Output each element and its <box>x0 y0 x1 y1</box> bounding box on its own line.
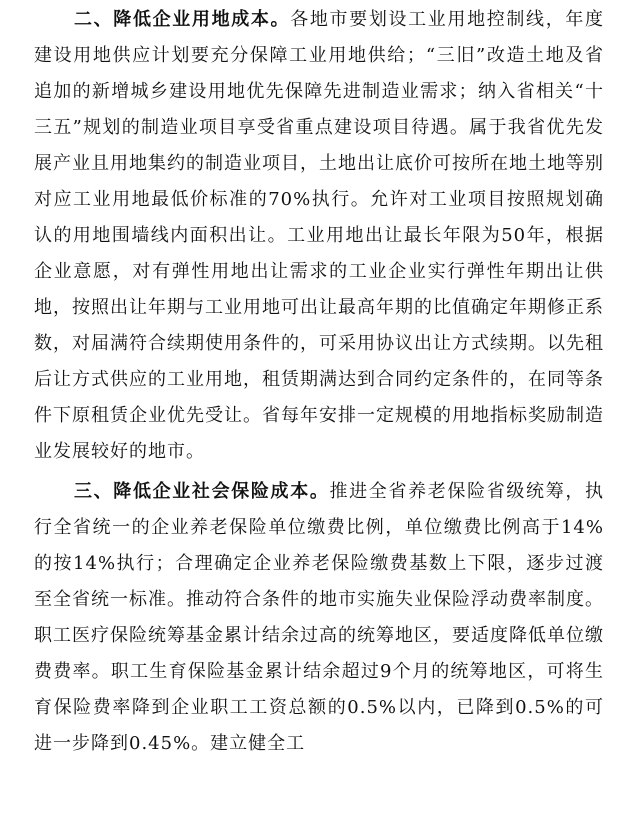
section-heading-land-cost: 二、降低企业用地成本。 <box>74 9 291 30</box>
section-body-land-cost: 各地市要划设工业用地控制线，年度建设用地供应计划要充分保障工业用地供给；“三旧”改造土地及省追加的新增城乡建设用地优先保障先进制造业需求；纳入省相关“十三五”规划的制造业项目享受省重点建设项目待遇。属于我省优先发展产业且用地集约的制造业项目，土地出让底价可按所在地土地等别对应工业用地最低价标准的70%执行。允许对工业项目按照规划确认的用地围墙线内面积出让。工业用地出让最长年限为50年，根据企业意愿，对有弹性用地出让需求的工业企业实行弹性年期出让供地，按照出让年期与工业用地可出让最高年期的比值确定年期修正系数，对届满符合续期使用条件的，可采用协议出让方式续期。以先租后让方式供应的工业用地，租赁期满达到合同约定条件的，在同等条件下原租赁企业优先受让。省每年安排一定规模的用地指标奖励制造业发展较好的地市。 <box>34 9 604 462</box>
paragraph-land-cost <box>34 2 604 470</box>
section-heading-social-insurance-cost: 三、降低企业社会保险成本。 <box>74 481 330 502</box>
section-body-social-insurance-cost: 推进全省养老保险省级统筹，执行全省统一的企业养老保险单位缴费比例，单位缴费比例高于14%的按14%执行；合理确定企业养老保险缴费基数上下限，逐步过渡至全省统一标准。推动符合条件的地市实施失业保险浮动费率制度。职工医疗保险统筹基金累计结余过高的统筹地区，要适度降低单位缴费费率。职工生育保险基金累计结余超过9个月的统筹地区，可将生育保险费率降到企业职工工资总额的0.5%以内，已降到0.5%的可进一步降到0.45%。建立健全工 <box>34 481 604 754</box>
document-page <box>34 0 604 835</box>
paragraph-social-insurance-cost <box>34 474 604 762</box>
